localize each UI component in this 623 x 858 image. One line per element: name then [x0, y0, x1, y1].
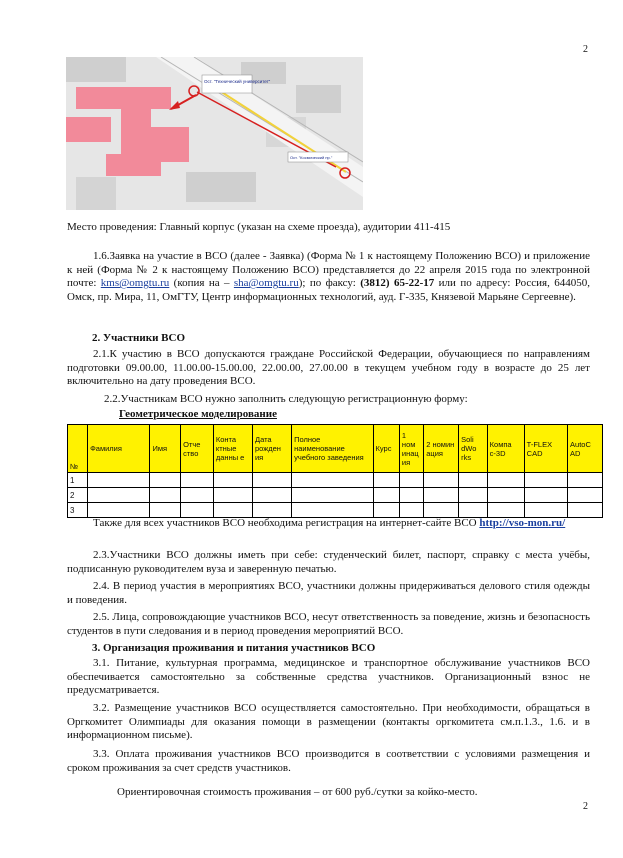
vso-site-link[interactable]: http://vso-mon.ru/ [479, 517, 566, 529]
col-header-contacts: Конта ктные данны е [213, 425, 252, 473]
table-cell[interactable] [568, 488, 603, 503]
table-cell[interactable] [292, 488, 373, 503]
paragraph-2-1: 2.1.К участию в ВСО допускаются граждане Российской Федерации, обучающиеся по направлениям подготовки 09.00.00, 11.00.00-15.00.00, 22.00.00, 27.00.00 в текущем учебном году в возрасте до 25 лет включительно на дату проведения ВСО. [67, 348, 590, 388]
table-cell[interactable] [213, 473, 252, 488]
table-cell[interactable] [524, 488, 567, 503]
section-3-heading: 3. Организация проживания и питания участников ВСО [92, 642, 376, 654]
table-cell[interactable] [181, 488, 214, 503]
map-label-university: Ост. "Технический университет" [204, 79, 271, 84]
table-cell[interactable] [88, 488, 150, 503]
col-header-kompas: Компа с-3D [487, 425, 524, 473]
table-cell[interactable] [487, 473, 524, 488]
table-title: Геометрическое моделирование [119, 408, 277, 420]
email-link-kms[interactable]: kms@omgtu.ru [100, 277, 170, 290]
paragraph-registration-site [67, 517, 590, 531]
row-number: 2 [68, 488, 88, 503]
table-header-row [68, 425, 603, 473]
table-cell[interactable] [181, 503, 214, 518]
paragraph-2-5: 2.5. Лица, сопровождающие участников ВСО, несут ответственность за поведение, жизнь и безопасность студентов в пути следования и в период проведения мероприятий ВСО. [67, 611, 590, 637]
registration-site-text: Также для всех участников ВСО необходима регистрация на интернет-сайте ВСО [93, 517, 480, 529]
paragraph-3-1: 3.1. Питание, культурная программа, медицинское и транспортное обслуживание участников ВСО обеспечивается самостоятельно за собственные средства участников. Организационный взнос не предусматривается. [67, 657, 590, 697]
table-cell[interactable] [424, 488, 459, 503]
table-cell[interactable] [252, 473, 291, 488]
table-cell[interactable] [424, 473, 459, 488]
table-cell[interactable] [181, 473, 214, 488]
table-cell[interactable] [568, 503, 603, 518]
table-cell[interactable] [459, 473, 488, 488]
table-cell[interactable] [524, 503, 567, 518]
table-cell[interactable] [424, 503, 459, 518]
table-cell[interactable] [292, 503, 373, 518]
table-row [68, 488, 603, 503]
email-link-sha[interactable]: sha@omgtu.ru [233, 277, 299, 290]
section-2-heading: 2. Участники ВСО [92, 332, 186, 344]
col-header-tflex: T-FLEX CAD [524, 425, 567, 473]
col-header-autocad: AutoC AD [568, 425, 603, 473]
col-header-patronymic: Отче ство [181, 425, 214, 473]
registration-table [67, 424, 603, 518]
table-cell[interactable] [373, 473, 399, 488]
table-cell[interactable] [399, 473, 423, 488]
table-cell[interactable] [459, 488, 488, 503]
venue-caption: Место проведения: Главный корпус (указан на схеме проезда), аудитории 411-415 [67, 221, 451, 233]
col-header-solidworks: Soli dWo rks [459, 425, 488, 473]
paragraph-3-2: 3.2. Размещение участников ВСО осуществляется самостоятельно. При необходимости, обращаться в Оргкомитет Олимпиады для оказания помощи в размещении (контакты оргкомитета см.п.1.3., 1.6. и в информационном письме). [67, 702, 590, 742]
paragraph-1-6 [67, 250, 590, 304]
location-map [66, 57, 363, 210]
col-header-number: № [68, 425, 88, 473]
table-cell[interactable] [252, 503, 291, 518]
table-cell[interactable] [373, 488, 399, 503]
paragraph-2-4: 2.4. В период участия в мероприятиях ВСО, участники должны придерживаться делового стиля одежды и поведения. [67, 580, 590, 606]
p16-part1: 1.6.Заявка на участие в ВСО (далее - Заявка) (Форма № 1 к настоящему Положению ВСО) и приложение к ней (Форма № 2 к настоящему Положению ВСО) представляется до 22 апреля 2015 года по электронной почте: [67, 250, 590, 290]
col-header-birthdate: Дата рожден ия [252, 425, 291, 473]
table-cell[interactable] [252, 488, 291, 503]
col-header-nomination-1: 1 ном инац ия [399, 425, 423, 473]
fax-number: (3812) 65-22-17 [360, 277, 435, 290]
accommodation-cost: Ориентировочная стоимость проживания – от 600 руб./сутки за койко-место. [117, 786, 478, 798]
col-header-nomination-2: 2 номин ация [424, 425, 459, 473]
paragraph-2-3: 2.3.Участники ВСО должны иметь при себе: студенческий билет, паспорт, справку с места учёбы, подписанную руководителем вуза и заверенную печатью. [67, 549, 590, 575]
table-cell[interactable] [150, 488, 181, 503]
row-number: 1 [68, 473, 88, 488]
table-cell[interactable] [150, 503, 181, 518]
p16-part2: (копия на – [169, 277, 234, 290]
table-cell[interactable] [88, 503, 150, 518]
table-cell[interactable] [292, 473, 373, 488]
paragraph-3-3: 3.3. Оплата проживания участников ВСО производится в соответствии с условиями размещения и сроком проживания за счет средств участников. [67, 748, 590, 774]
p16-part4: или по адресу: Россия, 644050, Омск, пр. Мира, 11, ОмГТУ, Центр информационных технологий, ауд. Г-335, Князевой Марьяне Сергеевне). [67, 277, 590, 303]
table-cell[interactable] [213, 488, 252, 503]
page-number-top: 2 [583, 44, 588, 55]
table-cell[interactable] [88, 473, 150, 488]
table-row [68, 503, 603, 518]
map-image [66, 57, 363, 210]
table-cell[interactable] [487, 503, 524, 518]
row-number: 3 [68, 503, 88, 518]
col-header-surname: Фамилия [88, 425, 150, 473]
table-cell[interactable] [150, 473, 181, 488]
map-label-kosmichesky: Ост. "Космический пр." [290, 155, 333, 160]
table-cell[interactable] [524, 473, 567, 488]
paragraph-2-2: 2.2.Участникам ВСО нужно заполнить следующую регистрационную форму: [104, 393, 468, 405]
table-row [68, 473, 603, 488]
col-header-name: Имя [150, 425, 181, 473]
col-header-year: Курс [373, 425, 399, 473]
col-header-institution: Полное наименование учебного заведения [292, 425, 373, 473]
table-cell[interactable] [399, 503, 423, 518]
table-cell[interactable] [213, 503, 252, 518]
table-cell[interactable] [487, 488, 524, 503]
table-cell[interactable] [373, 503, 399, 518]
table-cell[interactable] [399, 488, 423, 503]
table-cell[interactable] [459, 503, 488, 518]
page-number-bottom: 2 [583, 801, 588, 812]
p16-part3: ); по факсу: [298, 277, 361, 290]
table-cell[interactable] [568, 473, 603, 488]
